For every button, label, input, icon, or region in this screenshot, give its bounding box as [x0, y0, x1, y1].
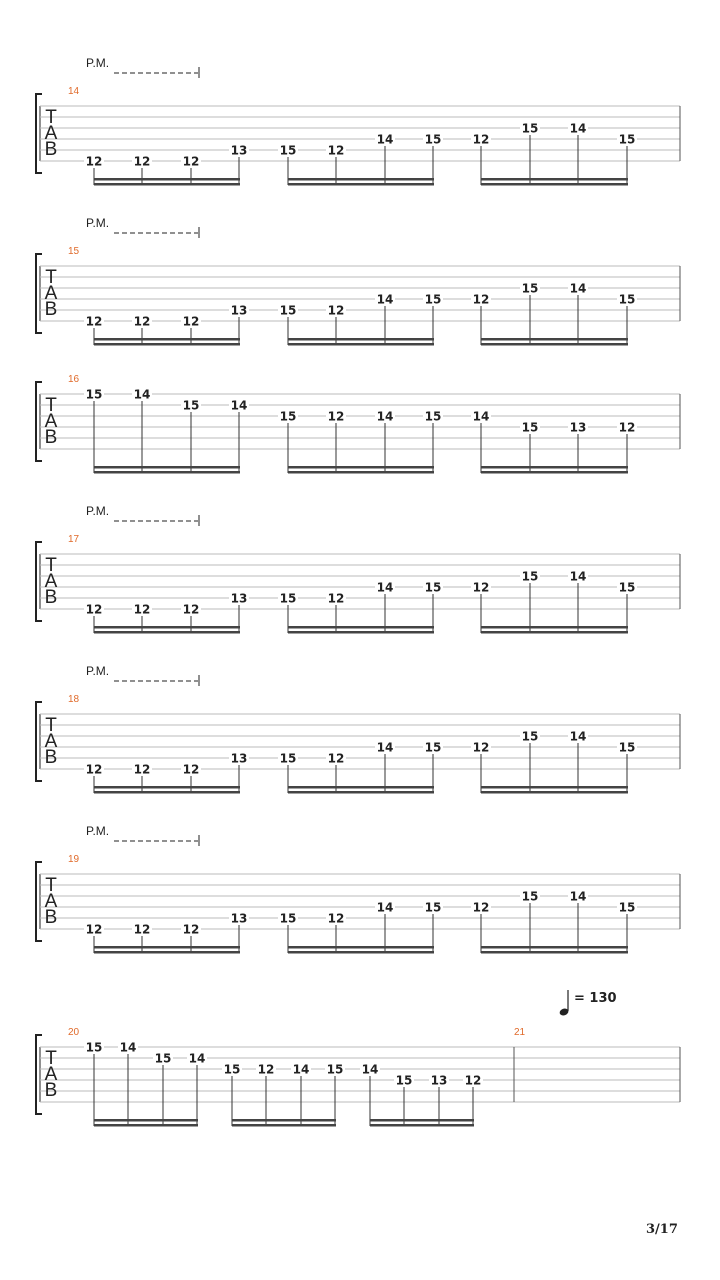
fret-number: 14 — [119, 1040, 137, 1055]
palm-mute-label: P.M. — [86, 504, 110, 518]
fret-number: 12 — [182, 602, 200, 617]
palm-mute-label: P.M. — [86, 664, 110, 678]
tab-system-5 — [36, 664, 680, 794]
fret-number: 15 — [424, 292, 442, 307]
tab-letter-t: T — [45, 1048, 57, 1069]
fret-number: 12 — [472, 132, 490, 147]
tab-letter-b: B — [44, 907, 58, 928]
fret-number: 14 — [292, 1062, 310, 1077]
fret-number: 15 — [85, 387, 103, 402]
fret-number: 13 — [230, 751, 248, 766]
tempo-value: = 130 — [574, 991, 617, 1006]
fret-number: 12 — [133, 314, 151, 329]
beam-primary — [481, 626, 628, 629]
tab-letter-t: T — [45, 107, 57, 128]
beam-secondary — [288, 183, 434, 186]
tab-letter-t: T — [45, 875, 57, 896]
palm-mute-label: P.M. — [86, 216, 110, 230]
tab-system-6 — [36, 824, 680, 954]
fret-number: 12 — [327, 143, 345, 158]
tab-letter-a: A — [44, 1064, 58, 1085]
tab-letter-b: B — [44, 747, 58, 768]
beam-secondary — [288, 631, 434, 634]
fret-number: 15 — [279, 303, 297, 318]
beam-primary — [94, 466, 240, 469]
fret-number: 12 — [472, 900, 490, 915]
beam-primary — [481, 786, 628, 789]
tab-system-1 — [36, 56, 680, 186]
fret-number: 12 — [133, 602, 151, 617]
fret-number: 12 — [133, 762, 151, 777]
tab-letter-b: B — [44, 299, 58, 320]
beam-secondary — [288, 951, 434, 954]
fret-number: 12 — [182, 762, 200, 777]
beam-primary — [370, 1119, 474, 1122]
fret-number: 14 — [472, 409, 490, 424]
fret-number: 15 — [424, 900, 442, 915]
fret-number: 14 — [376, 580, 394, 595]
fret-number: 12 — [327, 751, 345, 766]
measure-number: 19 — [68, 854, 80, 865]
beam-secondary — [288, 343, 434, 346]
fret-number: 15 — [279, 409, 297, 424]
fret-number: 12 — [85, 602, 103, 617]
tab-system-4 — [36, 504, 680, 634]
beam-primary — [481, 466, 628, 469]
fret-number: 12 — [327, 911, 345, 926]
measure-number: 17 — [68, 534, 80, 545]
fret-number: 15 — [326, 1062, 344, 1077]
fret-number: 15 — [154, 1051, 172, 1066]
tab-letter-a: A — [44, 571, 58, 592]
beam-primary — [94, 178, 240, 181]
fret-number: 15 — [85, 1040, 103, 1055]
fret-number: 12 — [85, 154, 103, 169]
fret-number: 12 — [85, 762, 103, 777]
beam-secondary — [481, 343, 628, 346]
page-number: 3/17 — [646, 1222, 678, 1237]
tab-letter-t: T — [45, 395, 57, 416]
tab-letter-a: A — [44, 411, 58, 432]
measure-number: 21 — [514, 1027, 526, 1038]
beam-secondary — [481, 951, 628, 954]
tab-letter-b: B — [44, 427, 58, 448]
tab-letter-t: T — [45, 267, 57, 288]
beam-primary — [288, 626, 434, 629]
fret-number: 12 — [327, 591, 345, 606]
fret-number: 12 — [133, 154, 151, 169]
fret-number: 13 — [430, 1073, 448, 1088]
fret-number: 12 — [464, 1073, 482, 1088]
measure-number: 20 — [68, 1027, 80, 1038]
fret-number: 15 — [521, 121, 539, 136]
fret-number: 12 — [182, 922, 200, 937]
fret-number: 12 — [472, 292, 490, 307]
fret-number: 14 — [376, 132, 394, 147]
measure-number: 14 — [68, 86, 80, 97]
measure-number: 15 — [68, 246, 80, 257]
palm-mute-label: P.M. — [86, 56, 110, 70]
tab-letter-a: A — [44, 891, 58, 912]
tempo-marking — [559, 990, 617, 1017]
fret-number: 12 — [182, 154, 200, 169]
beam-primary — [481, 946, 628, 949]
fret-number: 12 — [618, 420, 636, 435]
beam-primary — [288, 178, 434, 181]
fret-number: 14 — [376, 900, 394, 915]
fret-number: 15 — [279, 143, 297, 158]
fret-number: 13 — [230, 303, 248, 318]
beam-primary — [232, 1119, 336, 1122]
fret-number: 14 — [569, 569, 587, 584]
measure-number: 16 — [68, 374, 80, 385]
fret-number: 13 — [230, 911, 248, 926]
fret-number: 12 — [327, 303, 345, 318]
fret-number: 15 — [223, 1062, 241, 1077]
beam-secondary — [94, 183, 240, 186]
beam-primary — [94, 626, 240, 629]
fret-number: 12 — [472, 580, 490, 595]
beam-secondary — [288, 471, 434, 474]
fret-number: 14 — [188, 1051, 206, 1066]
fret-number: 14 — [133, 387, 151, 402]
fret-number: 15 — [521, 281, 539, 296]
beam-primary — [481, 178, 628, 181]
fret-number: 15 — [521, 889, 539, 904]
fret-number: 14 — [569, 281, 587, 296]
beam-primary — [288, 946, 434, 949]
tab-system-7 — [36, 990, 680, 1127]
fret-number: 14 — [361, 1062, 379, 1077]
fret-number: 15 — [424, 132, 442, 147]
beam-secondary — [370, 1124, 474, 1127]
fret-number: 14 — [376, 409, 394, 424]
tab-letter-b: B — [44, 587, 58, 608]
fret-number: 15 — [279, 591, 297, 606]
tab-letter-t: T — [45, 715, 57, 736]
fret-number: 14 — [569, 729, 587, 744]
fret-number: 14 — [230, 398, 248, 413]
beam-secondary — [94, 1124, 198, 1127]
beam-secondary — [94, 951, 240, 954]
beam-secondary — [94, 471, 240, 474]
fret-number: 15 — [521, 569, 539, 584]
fret-number: 12 — [472, 740, 490, 755]
fret-number: 15 — [618, 740, 636, 755]
tab-system-2 — [36, 216, 680, 346]
fret-number: 15 — [521, 420, 539, 435]
tab-system-3 — [36, 374, 680, 474]
tab-letter-b: B — [44, 1080, 58, 1101]
fret-number: 13 — [230, 143, 248, 158]
beam-secondary — [481, 183, 628, 186]
beam-primary — [288, 786, 434, 789]
fret-number: 15 — [618, 132, 636, 147]
beam-primary — [94, 1119, 198, 1122]
beam-primary — [288, 338, 434, 341]
beam-secondary — [94, 343, 240, 346]
tab-letter-b: B — [44, 139, 58, 160]
fret-number: 14 — [376, 292, 394, 307]
beam-secondary — [94, 791, 240, 794]
palm-mute-label: P.M. — [86, 824, 110, 838]
tab-letter-t: T — [45, 555, 57, 576]
beam-secondary — [481, 791, 628, 794]
beam-secondary — [94, 631, 240, 634]
measure-number: 18 — [68, 694, 80, 705]
beam-primary — [94, 338, 240, 341]
beam-secondary — [481, 471, 628, 474]
fret-number: 13 — [569, 420, 587, 435]
fret-number: 12 — [257, 1062, 275, 1077]
fret-number: 15 — [424, 740, 442, 755]
fret-number: 14 — [569, 121, 587, 136]
tab-letter-a: A — [44, 123, 58, 144]
fret-number: 15 — [618, 900, 636, 915]
fret-number: 15 — [424, 409, 442, 424]
tab-letter-a: A — [44, 731, 58, 752]
fret-number: 14 — [569, 889, 587, 904]
fret-number: 12 — [85, 314, 103, 329]
fret-number: 12 — [133, 922, 151, 937]
beam-primary — [94, 786, 240, 789]
beam-primary — [288, 466, 434, 469]
beam-secondary — [481, 631, 628, 634]
fret-number: 15 — [395, 1073, 413, 1088]
fret-number: 15 — [521, 729, 539, 744]
fret-number: 15 — [618, 580, 636, 595]
beam-primary — [94, 946, 240, 949]
fret-number: 15 — [182, 398, 200, 413]
fret-number: 12 — [327, 409, 345, 424]
fret-number: 14 — [376, 740, 394, 755]
beam-primary — [481, 338, 628, 341]
fret-number: 15 — [279, 911, 297, 926]
fret-number: 15 — [618, 292, 636, 307]
fret-number: 15 — [279, 751, 297, 766]
tab-letter-a: A — [44, 283, 58, 304]
beam-secondary — [288, 791, 434, 794]
beam-secondary — [232, 1124, 336, 1127]
fret-number: 12 — [85, 922, 103, 937]
fret-number: 13 — [230, 591, 248, 606]
fret-number: 15 — [424, 580, 442, 595]
fret-number: 12 — [182, 314, 200, 329]
